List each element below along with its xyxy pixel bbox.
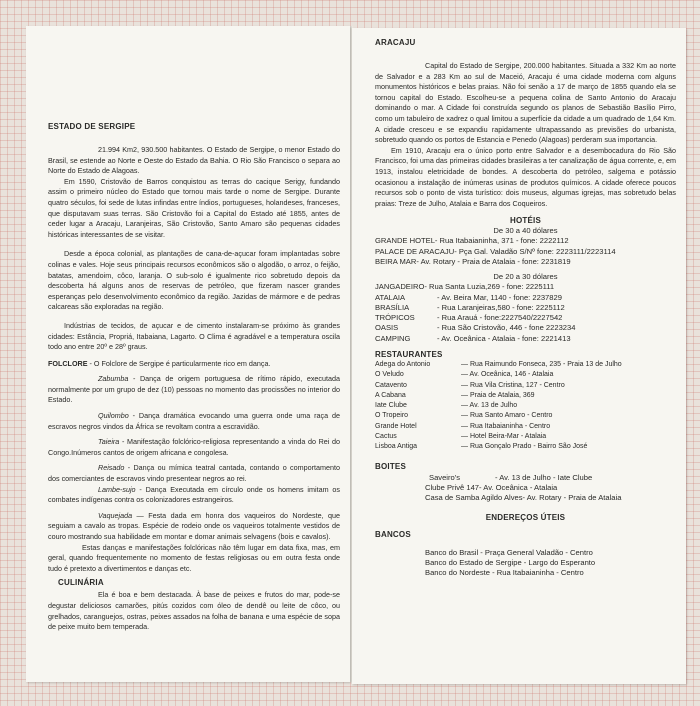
dance-item [48, 411, 340, 432]
boite-row [375, 493, 676, 503]
restaurant-detail: — Praia de Atalaia, 369 [461, 391, 535, 399]
boite-row [375, 473, 676, 483]
hotel-row [375, 282, 676, 292]
hotel-row [375, 334, 676, 344]
hotel-row [375, 257, 676, 267]
restaurant-row [375, 391, 676, 401]
section-title-enderecos: ENDEREÇOS ÚTEIS [485, 512, 566, 522]
restaurant-detail: — Av. 13 de Julho [461, 402, 518, 410]
restaurant-name: Lisboa Antiga [375, 443, 418, 451]
restaurant-name: Cactus [375, 433, 397, 441]
section-title-boites: BOITES [375, 461, 406, 471]
folclore-lead: - O Folclore de Sergipe é particularmente rico em dança. [87, 358, 271, 368]
hotel-tier-label: De 20 a 30 dólares [493, 272, 558, 282]
dance-item [48, 437, 340, 458]
hotel-name: CAMPING [375, 333, 411, 343]
bank-row: Banco do Brasil - Praça General Valadão - Centro [425, 547, 593, 557]
dance-item [48, 485, 340, 506]
hotel-detail: - Rua Santa Luzia,269 - fone: 2225111 [424, 282, 555, 292]
hotel-name: BEIRA MAR [375, 256, 417, 266]
restaurant-row [375, 360, 676, 370]
dance-text: - Dança dramática evocando uma guerra onde uma raça de escravos negros vindos da África se revoltam contra a escravidão. [48, 411, 340, 431]
dance-item [48, 374, 340, 406]
hotel-detail: - Rua Arauá - fone:2227540/2227542 [437, 313, 563, 323]
restaurant-name: Catavento [375, 381, 407, 389]
hotel-tier-label: De 30 a 40 dólares [493, 226, 558, 236]
paragraph-aracaju-history: Em 1910, Aracaju era o único porto entre Salvador e a desembocadura do Rio São Francisco, foi uma das primeiras cidades brasileiras a ter canalização de água corrente, e, em 1913, instalou eletricidade de bondes. A descoberta do petróleo, salgema e potássio ocasionou a instalação de inúmeras usinas de produtos químicos. A cidade oferece poucos recursos sob o ponto de vista turístico: dois museus, algumas igrejas, mas sobretudo belas praias: Treze de Julho, Atalaia e Barra dos Coqueiros. [375, 145, 676, 208]
hotel-name: JANGADEIRO [375, 282, 425, 292]
hotel-row [375, 293, 676, 303]
paragraph-sergipe-intro: 21.994 Km2, 930.500 habitantes. O Estado de Sergipe, o menor Estado do Brasil, se estende ao Norte e Oeste do Estado da Bahia. O Rio São Francisco o separa ao Norte do Estado de Alagoas. [48, 145, 340, 176]
dance-name: Taieira [98, 437, 120, 447]
dance-text: - Dança Executada em círculo onde os homens imitam os combates indígenas contra os colonizadores estrangeiros. [48, 484, 340, 505]
hotel-detail: - Rua Laranjeiras,580 - fone: 2225112 [437, 302, 565, 312]
hotel-row [375, 313, 676, 323]
restaurant-detail: — Av. Oceânica, 146 - Atalaia [461, 371, 554, 379]
restaurant-row [375, 381, 676, 391]
hotel-row [375, 303, 676, 313]
section-title-aracaju: ARACAJU [375, 38, 416, 47]
folclore-closing: Estas danças e manifestações folclóricas não têm lugar em data fixa, mas, em geral, quando frequentemente no momento de festas religiosas ou em outra festa onde tudo é pretexto a divertimentos e danças etc. [48, 542, 340, 573]
boite-name: Clube Privê 147 [425, 482, 480, 492]
section-title-sergipe: ESTADO DE SERGIPE [48, 122, 136, 131]
boite-detail: - Av. Oceânica - Atalaia [479, 482, 558, 492]
restaurant-detail: — Rua Santo Amaro - Centro [461, 412, 553, 420]
paragraph-aracaju-intro: Capital do Estado de Sergipe, 200.000 habitantes. Situada a 332 Km ao norte de Salvador e a 283 Km ao sul de Maceió, Aracaju é uma cidade moderna com alguns monumentos históricos e belas praias. Não foi senão a 17 de março de 1855 quando ela se tornou capital do Estado. Escolheu-se a pequena colina de Santo Antonio do Aracaju dominando o mar. A Cidade foi construída segundo os planos de Sebastião Basílio Pirro, como um tabuleiro de xadrez o qual limitou a superfície da cidade a um quadrado de 1,64 Km. A cidade cresceu e se expandiu rapidamente ultrapassando as previsões do urbanista, sobretudo quando os portos de Estancia e Penedo (Alagoas) perderam sua importancia. [375, 61, 676, 145]
dance-text: - Manifestação folclórico-religiosa representando a vinda do Rei do Congo.Inúmeros cantos de origem africana e congolesa. [48, 437, 340, 457]
dance-name: Vaquejada [98, 510, 133, 520]
restaurant-name: O Veludo [375, 371, 404, 379]
paragraph-sergipe-industry: Indústrias de tecidos, de açucar e de cimento instalaram-se próximo às grandes cidades: Estância, Propriá, Itabaiana, Lagarto. O Clima é agradável e a temperatura oscila todo ano entre 20º e 28º graus. [48, 320, 340, 352]
boite-name: Saveiro's [429, 472, 460, 482]
restaurant-detail: — Rua Gonçalo Prado - Bairro São José [461, 443, 588, 451]
hotel-detail: - Av. Beira Mar, 1140 - fone: 2237829 [437, 292, 562, 302]
restaurant-name: Iate Clube [375, 402, 407, 410]
right-page [352, 28, 686, 684]
restaurant-detail: — Rua Itabaianinha - Centro [461, 422, 551, 430]
boite-detail: - Av. 13 de Julho - Iate Clube [495, 472, 593, 482]
dance-name: Zabumba [98, 374, 129, 384]
dance-name: Lambe-sujo [98, 484, 136, 494]
hotel-name: BRASÍLIA [375, 302, 410, 312]
folclore-intro [48, 359, 340, 370]
hotel-detail: - Av. Oceânica - Atalaia - fone: 2221413 [437, 333, 571, 343]
bank-row: Banco do Nordeste - Rua Itabaianinha - Centro [425, 568, 584, 578]
restaurant-row [375, 401, 676, 411]
hotel-detail: - Rua São Cristovão, 446 - fone 2223234 [437, 323, 576, 333]
restaurant-name: Grande Hotel [375, 422, 417, 430]
restaurant-name: O Tropeiro [375, 412, 409, 420]
dance-name: Quilombo [98, 411, 129, 421]
restaurant-row [375, 411, 676, 421]
hotel-row [375, 323, 676, 333]
section-title-culinaria: CULINÁRIA [58, 578, 104, 588]
left-page [26, 26, 350, 682]
dance-name: Reisado [98, 463, 125, 473]
dance-text: - Dança de origem portuguesa de rítimo rápido, executada normalmente por um grupo de dez (10) pessoas no momento das procissões no interior do Estado. [48, 374, 340, 405]
restaurant-row [375, 422, 676, 432]
bank-row: Banco do Estado de Sergipe - Largo do Esperanto [425, 557, 596, 567]
hotel-name: OASIS [375, 323, 399, 333]
boite-row [375, 483, 676, 493]
restaurant-detail: — Rua Raimundo Fonseca, 235 - Praia 13 de Julho [461, 360, 622, 368]
dance-text: - Dança ou mímica teatral cantada, contando o comportamento dos comerciantes de escravos vindo presentear negros ao rei. [48, 463, 340, 484]
section-title-restaurantes: RESTAURANTES [375, 349, 443, 359]
section-title-hoteis: HOTÉIS [510, 216, 541, 226]
dance-text: — Festa dada em honra dos vaqueiros do Nordeste, que seguiam a cavalo as tropas. Espécie de rodeio onde os vaqueiros totalmente vestidos de couro mostrando sua habilidade em montar e domar animais selvagens (bois e cavalos). [48, 510, 340, 541]
hotel-detail: - Av. Rotary - Praia de Atalaia - fone: 2231819 [416, 256, 571, 266]
boite-name: Casa de Samba Agildo Alves [425, 493, 523, 503]
restaurant-row [375, 432, 676, 442]
restaurant-row [375, 370, 676, 380]
restaurant-row [375, 442, 676, 452]
hotel-name: GRANDE HOTEL [375, 236, 435, 246]
boite-detail: - Av. Rotary - Praia de Atalaia [522, 493, 622, 503]
section-title-bancos: BANCOS [375, 529, 411, 539]
hotel-row [375, 236, 676, 246]
hotel-row [375, 247, 676, 257]
restaurant-name: A Cabana [375, 391, 406, 399]
hotel-name: PALACE DE ARACAJU [375, 246, 455, 256]
paragraph-sergipe-history: Em 1590, Cristovão de Barros conquistou as terras do cacique Serigy, fundando assim o primeiro núcleo do Estado que tornou mais tarde o nome de Sergipe. Durante quatro séculos, foi sede de lutas infindas entre índios, portugueses, holandeses, franceses, que disputavam suas terras. São Cristovão foi a Capital do Estado até 1855, antes de ceder lugar a Aracaju, Laranjeiras, São Cristovão, Santo Amaro são pequenas cidades históricas interessantes de se visitar. [48, 176, 340, 239]
restaurant-name: Adega do Antonio [375, 360, 431, 368]
paragraph-culinaria: Ela é boa e bem destacada. À base de peixes e frutos do mar, pode-se degustar deliciosos camarões, pitús cozidos com óleo de dendê ou leite de côco, ou grelhados, caranguejos, ostras, peixes assados na folha de banana e uma espécie de sopa de peixe muito bem temperada. [48, 590, 340, 632]
section-title-folclore: FOLCLORE [48, 358, 88, 368]
restaurant-detail: — Hotel Beira-Mar - Atalaia [461, 433, 547, 441]
paragraph-sergipe-economy: Desde a época colonial, as plantações de cana-de-açucar foram implantadas sobre colinas e vales. Hoje seus principais recursos econômicos são o algodão, o arroz, o feijão, batatas, amendoim, côco, laranja. O sub-solo é igualmente rico sobretudo depois da descoberta há alguns anos de reservas de petróleo, que fizeram nascer grandes esperanças pelo desenvolvimento econômico da região. Jazidas de mármore e de pedras calcareas são exploradas na região. [48, 249, 340, 312]
hotel-detail: - Pça Gal. Valadão S/Nº fone: 2223111/2223114 [454, 246, 616, 256]
hotel-name: ATALAIA [375, 292, 406, 302]
hotel-detail: - Rua Itabaianinha, 371 - fone: 2222112 [434, 236, 569, 246]
restaurant-detail: — Rua Vila Cristina, 127 - Centro [461, 381, 565, 389]
dance-item [48, 511, 340, 543]
dance-item [48, 463, 340, 484]
hotel-name: TRÓPICOS [375, 313, 415, 323]
